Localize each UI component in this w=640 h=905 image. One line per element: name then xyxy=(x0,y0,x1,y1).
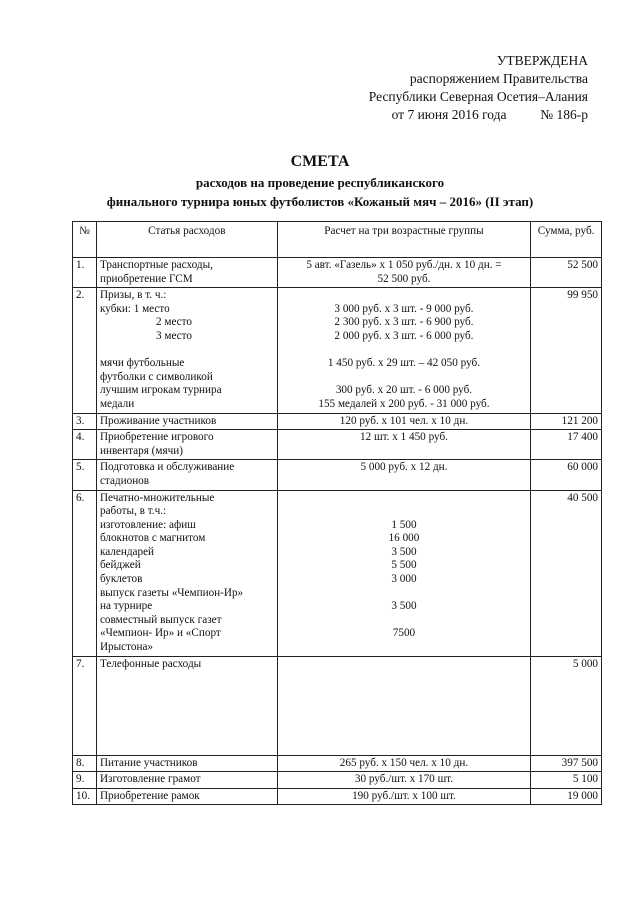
expense-item-line: Подготовка и обслуживание xyxy=(99,461,235,474)
calculation-line xyxy=(281,371,528,385)
calculation-line xyxy=(281,344,528,358)
table-row xyxy=(73,288,602,413)
estimate-table xyxy=(72,221,602,805)
calculation-line: 2 000 руб. x 3 шт. - 6 000 руб. xyxy=(334,329,474,342)
approval-title: УТВЕРЖДЕНА xyxy=(496,53,588,68)
expense-item-line: Изготовление грамот xyxy=(99,773,201,786)
calculation-cell xyxy=(277,288,531,413)
expense-item-line: совместный выпуск газет xyxy=(99,613,222,626)
table-header-row xyxy=(73,222,602,258)
expense-item-line: бейджей xyxy=(99,559,141,572)
row-sum: 99 950 xyxy=(531,288,602,413)
row-sum: 40 500 xyxy=(531,490,602,656)
table-row xyxy=(73,656,602,755)
calculation-cell xyxy=(277,656,531,755)
calculation-cell xyxy=(277,755,531,772)
row-number: 4. xyxy=(73,430,97,460)
expense-item-cell xyxy=(96,430,277,460)
calculation-line: 5 авт. «Газель» x 1 050 руб./дн. x 10 дн. = xyxy=(306,259,502,271)
table-row xyxy=(73,788,602,805)
table-row xyxy=(73,772,602,789)
calculation-line xyxy=(281,492,528,506)
row-sum: 5 100 xyxy=(531,772,602,789)
approval-stamp xyxy=(369,52,588,124)
table-row xyxy=(73,258,602,288)
row-sum: 397 500 xyxy=(531,755,602,772)
calculation-line: 3 500 xyxy=(391,600,417,613)
expense-item-cell xyxy=(96,258,277,288)
calculation-cell xyxy=(277,788,531,805)
calculation-line: 12 шт. x 1 450 руб. xyxy=(359,431,448,444)
calculation-line: 2 300 руб. x 3 шт. - 6 900 руб. xyxy=(334,316,474,329)
row-number: 1. xyxy=(73,258,97,288)
row-sum: 5 000 xyxy=(531,656,602,755)
calculation-cell xyxy=(277,413,531,430)
calculation-line: 1 500 xyxy=(391,518,417,531)
expense-item-line: Ирыстона» xyxy=(99,641,154,654)
expense-item-line: Питание участников xyxy=(99,756,198,769)
expense-item-line: «Чемпион- Ир» и «Спорт xyxy=(99,627,221,640)
calculation-cell xyxy=(277,430,531,460)
expense-item-line: медали xyxy=(99,397,135,410)
expense-item-line: Приобретение игрового xyxy=(99,431,214,444)
calculation-line: 5 500 xyxy=(391,559,417,572)
table-row xyxy=(73,755,602,772)
row-sum: 17 400 xyxy=(531,430,602,460)
calculation-cell xyxy=(277,460,531,490)
expense-item-line: Печатно-множительные xyxy=(99,491,215,504)
expense-item-line: на турнире xyxy=(99,600,153,613)
calculation-line: 16 000 xyxy=(388,532,420,545)
row-number: 2. xyxy=(73,288,97,413)
calculation-line: 300 руб. x 20 шт. - 6 000 руб. xyxy=(335,384,473,397)
expense-item-line: лучшим игрокам турнира xyxy=(99,384,222,397)
expense-item-cell xyxy=(96,288,277,413)
row-number: 5. xyxy=(73,460,97,490)
expense-item-line: кубки: 1 место xyxy=(99,302,170,315)
expense-item-line: буклетов xyxy=(99,573,143,586)
calculation-line: 155 медалей x 200 руб. - 31 000 руб. xyxy=(318,397,490,410)
calculation-cell xyxy=(277,258,531,288)
expense-item-cell xyxy=(96,490,277,656)
expense-item-line: стадионов xyxy=(99,474,150,487)
row-number: 8. xyxy=(73,755,97,772)
calculation-cell xyxy=(277,772,531,789)
header-number: № xyxy=(73,222,97,258)
calculation-line xyxy=(281,641,528,655)
expense-item-line: 2 место xyxy=(155,316,192,329)
expense-item-line: Призы, в т. ч.: xyxy=(99,289,167,302)
calculation-line: 3 000 xyxy=(391,573,417,586)
expense-item-line: работы, в т.ч.: xyxy=(99,505,167,518)
row-sum: 60 000 xyxy=(531,460,602,490)
expense-item-line: инвентаря (мячи) xyxy=(99,444,183,457)
expense-item-cell xyxy=(96,656,277,755)
calculation-line xyxy=(281,658,528,672)
expense-item-line: Приобретение рамок xyxy=(99,789,200,802)
approval-date: от 7 июня 2016 года № 186-р xyxy=(391,107,588,122)
document-subtitle-line1: расходов на проведение республиканского xyxy=(195,175,445,190)
calculation-cell xyxy=(277,490,531,656)
expense-item-line: Телефонные расходы xyxy=(99,657,202,670)
row-number: 10. xyxy=(73,788,97,805)
header-sum: Сумма, руб. xyxy=(531,222,602,258)
table-row xyxy=(73,413,602,430)
row-sum: 19 000 xyxy=(531,788,602,805)
calculation-line: 52 500 руб. xyxy=(377,272,431,285)
row-sum: 52 500 xyxy=(531,258,602,288)
document-title: СМЕТА xyxy=(290,153,350,170)
expense-item-cell xyxy=(96,755,277,772)
expense-item-line: 3 место xyxy=(155,329,192,342)
row-number: 9. xyxy=(73,772,97,789)
calculation-line: 265 руб. x 150 чел. x 10 дн. xyxy=(339,756,469,769)
expense-item-line: приобретение ГСМ xyxy=(99,272,193,285)
expense-item-cell xyxy=(96,413,277,430)
expense-item-cell xyxy=(96,788,277,805)
header-expense-item: Статья расходов xyxy=(96,222,277,258)
calculation-line xyxy=(281,505,528,519)
expense-item-line: Транспортные расходы, xyxy=(99,259,213,271)
calculation-line: 120 руб. x 101 чел. x 10 дн. xyxy=(339,414,469,427)
expense-item-line: блокнотов с магнитом xyxy=(99,532,206,545)
calculation-line xyxy=(281,289,528,303)
calculation-line xyxy=(281,587,528,601)
expense-item-line xyxy=(100,344,274,358)
row-sum: 121 200 xyxy=(531,413,602,430)
document-title-block xyxy=(0,152,640,210)
expense-item-cell xyxy=(96,772,277,789)
approval-republic: Республики Северная Осетия–Алания xyxy=(368,89,588,104)
row-number: 6. xyxy=(73,490,97,656)
calculation-line: 5 000 руб. x 12 дн. xyxy=(360,461,448,474)
document-subtitle-line2: финального турнира юных футболистов «Кожаный мяч – 2016» (II этап) xyxy=(106,194,534,209)
calculation-line: 7500 xyxy=(392,627,416,640)
expense-item-line: календарей xyxy=(99,545,155,558)
row-number: 3. xyxy=(73,413,97,430)
table-row xyxy=(73,430,602,460)
expense-item-line: Проживание участников xyxy=(99,414,217,427)
table-body xyxy=(73,258,602,805)
expense-item-line: футболки с символикой xyxy=(99,370,213,383)
calculation-line xyxy=(281,614,528,628)
calculation-line: 3 000 руб. x 3 шт. - 9 000 руб. xyxy=(334,302,474,315)
expense-item-cell xyxy=(96,460,277,490)
calculation-line: 1 450 руб. x 29 шт. – 42 050 руб. xyxy=(327,357,481,370)
expense-item-line: выпуск газеты «Чемпион-Ир» xyxy=(99,586,244,599)
calculation-line: 190 руб./шт. x 100 шт. xyxy=(352,789,456,802)
expense-item-line: мячи футбольные xyxy=(99,357,185,370)
table-row xyxy=(73,460,602,490)
table-row xyxy=(73,490,602,656)
approval-order: распоряжением Правительства xyxy=(409,71,588,86)
header-calculation: Расчет на три возрастные группы xyxy=(277,222,531,258)
row-number: 7. xyxy=(73,656,97,755)
calculation-line: 3 500 xyxy=(391,545,417,558)
expense-item-line: изготовление: афиш xyxy=(99,518,196,531)
calculation-line: 30 руб./шт. x 170 шт. xyxy=(354,773,454,786)
